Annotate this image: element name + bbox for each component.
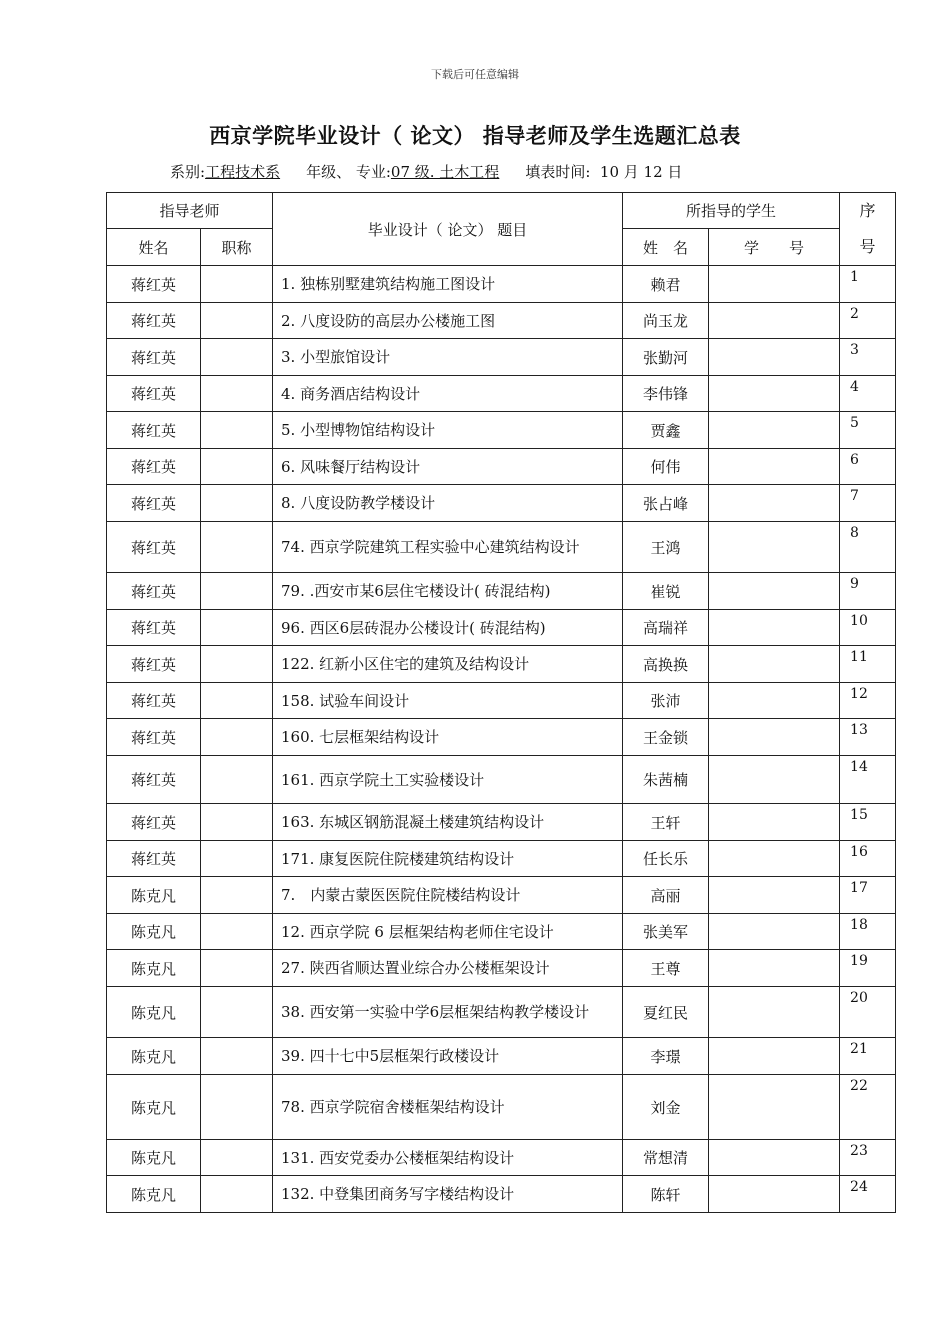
topic-cell: 7. 内蒙古蒙医医院住院楼结构设计	[273, 877, 623, 914]
seq-cell: 10	[840, 610, 896, 646]
student-id-cell	[709, 610, 840, 646]
header-seq-top: 序	[859, 201, 876, 220]
student-name-cell: 刘金	[623, 1075, 709, 1140]
student-id-cell	[709, 1075, 840, 1140]
advisor-title-cell	[201, 266, 273, 303]
table-row	[107, 522, 896, 573]
topic-cell: 12. 西京学院 6 层框架结构老师住宅设计	[273, 914, 623, 950]
student-name-cell: 朱茜楠	[623, 756, 709, 804]
advisor-title-cell	[201, 804, 273, 841]
advisor-name-cell: 蒋红英	[107, 376, 201, 412]
topic-cell: 1. 独栋别墅建筑结构施工图设计	[273, 266, 623, 303]
seq-cell: 16	[840, 841, 896, 877]
advisor-name-cell: 陈克凡	[107, 950, 201, 987]
advisor-name-cell: 蒋红英	[107, 610, 201, 646]
topic-cell: 27. 陕西省顺达置业综合办公楼框架设计	[273, 950, 623, 987]
header-students: 所指导的学生	[623, 193, 840, 229]
table-row	[107, 914, 896, 950]
student-name-cell: 赖君	[623, 266, 709, 303]
seq-cell: 12	[840, 683, 896, 719]
topic-cell: 171. 康复医院住院楼建筑结构设计	[273, 841, 623, 877]
advisor-name-cell: 蒋红英	[107, 646, 201, 683]
advisor-title-cell	[201, 522, 273, 573]
topic-cell: 2. 八度设防的高层办公楼施工图	[273, 303, 623, 339]
top-note: 下载后可任意编辑	[431, 68, 519, 81]
table-row	[107, 877, 896, 914]
student-id-cell	[709, 266, 840, 303]
seq-cell: 7	[840, 485, 896, 522]
header-seq-bottom: 号	[859, 237, 876, 256]
student-name-cell: 高换换	[623, 646, 709, 683]
table-row	[107, 339, 896, 376]
seq-cell: 8	[840, 522, 896, 573]
student-name-cell: 李璟	[623, 1038, 709, 1075]
advisor-name-cell: 蒋红英	[107, 303, 201, 339]
student-id-cell	[709, 412, 840, 449]
seq-cell: 9	[840, 573, 896, 610]
topic-cell: 79. .西安市某6层住宅楼设计( 砖混结构)	[273, 573, 623, 610]
dept-value: 工程技术系	[205, 163, 281, 181]
header-row-1	[107, 193, 896, 229]
header-advisor: 指导老师	[107, 193, 273, 229]
student-id-cell	[709, 683, 840, 719]
table-row	[107, 376, 896, 412]
topic-cell: 38. 西安第一实验中学6层框架结构教学楼设计	[273, 987, 623, 1038]
student-name-cell: 崔锐	[623, 573, 709, 610]
student-id-cell	[709, 719, 840, 756]
student-name-cell: 任长乐	[623, 841, 709, 877]
table-row	[107, 303, 896, 339]
advisor-name-cell: 蒋红英	[107, 756, 201, 804]
page-title: 西京学院毕业设计（ 论文） 指导老师及学生选题汇总表	[209, 124, 741, 148]
advisor-title-cell	[201, 646, 273, 683]
topic-cell: 132. 中登集团商务写字楼结构设计	[273, 1176, 623, 1213]
table-row	[107, 683, 896, 719]
advisor-name-cell: 蒋红英	[107, 412, 201, 449]
advisor-name-cell: 蒋红英	[107, 841, 201, 877]
topic-cell: 158. 试验车间设计	[273, 683, 623, 719]
table-row	[107, 449, 896, 485]
advisor-name-cell: 蒋红英	[107, 449, 201, 485]
dept-label: 系别:	[170, 163, 206, 181]
student-name-cell: 王金锁	[623, 719, 709, 756]
advisor-title-cell	[201, 376, 273, 412]
topic-cell: 122. 红新小区住宅的建筑及结构设计	[273, 646, 623, 683]
seq-cell: 18	[840, 914, 896, 950]
advisor-title-cell	[201, 412, 273, 449]
header-seq	[840, 193, 896, 266]
seq-cell: 22	[840, 1075, 896, 1140]
table-row	[107, 950, 896, 987]
advisor-name-cell: 蒋红英	[107, 266, 201, 303]
seq-cell: 5	[840, 412, 896, 449]
student-id-cell	[709, 877, 840, 914]
advisor-name-cell: 蒋红英	[107, 573, 201, 610]
student-id-cell	[709, 646, 840, 683]
summary-table	[106, 192, 896, 1213]
advisor-title-cell	[201, 987, 273, 1038]
advisor-title-cell	[201, 573, 273, 610]
advisor-title-cell	[201, 485, 273, 522]
student-id-cell	[709, 756, 840, 804]
header-job-title: 职称	[201, 229, 273, 266]
table-row	[107, 610, 896, 646]
seq-cell: 2	[840, 303, 896, 339]
topic-cell: 78. 西京学院宿舍楼框架结构设计	[273, 1075, 623, 1140]
student-id-cell	[709, 804, 840, 841]
advisor-name-cell: 陈克凡	[107, 1176, 201, 1213]
date-label: 填表时间:	[525, 163, 591, 181]
seq-cell: 4	[840, 376, 896, 412]
table-row	[107, 646, 896, 683]
advisor-title-cell	[201, 841, 273, 877]
seq-cell: 3	[840, 339, 896, 376]
seq-cell: 20	[840, 987, 896, 1038]
header-name: 姓名	[107, 229, 201, 266]
advisor-name-cell: 陈克凡	[107, 1075, 201, 1140]
table-row	[107, 573, 896, 610]
seq-cell: 6	[840, 449, 896, 485]
table-body	[107, 266, 896, 1213]
student-name-cell: 贾鑫	[623, 412, 709, 449]
table-row	[107, 266, 896, 303]
student-id-cell	[709, 303, 840, 339]
student-id-cell	[709, 987, 840, 1038]
student-name-cell: 何伟	[623, 449, 709, 485]
table-row	[107, 1038, 896, 1075]
student-name-cell: 常想清	[623, 1140, 709, 1176]
table-row	[107, 841, 896, 877]
advisor-title-cell	[201, 610, 273, 646]
topic-cell: 131. 西安党委办公楼框架结构设计	[273, 1140, 623, 1176]
seq-cell: 13	[840, 719, 896, 756]
seq-cell: 19	[840, 950, 896, 987]
topic-cell: 74. 西京学院建筑工程实验中心建筑结构设计	[273, 522, 623, 573]
advisor-name-cell: 蒋红英	[107, 719, 201, 756]
topic-cell: 160. 七层框架结构设计	[273, 719, 623, 756]
advisor-name-cell: 蒋红英	[107, 683, 201, 719]
topic-cell: 161. 西京学院土工实验楼设计	[273, 756, 623, 804]
advisor-title-cell	[201, 303, 273, 339]
seq-cell: 11	[840, 646, 896, 683]
advisor-title-cell	[201, 683, 273, 719]
advisor-title-cell	[201, 756, 273, 804]
student-id-cell	[709, 914, 840, 950]
topic-cell: 4. 商务酒店结构设计	[273, 376, 623, 412]
advisor-title-cell	[201, 1038, 273, 1075]
header-topic: 毕业设计（ 论文） 题目	[273, 193, 623, 266]
advisor-name-cell: 陈克凡	[107, 877, 201, 914]
advisor-name-cell: 蒋红英	[107, 339, 201, 376]
topic-cell: 5. 小型博物馆结构设计	[273, 412, 623, 449]
table-row	[107, 412, 896, 449]
advisor-name-cell: 陈克凡	[107, 987, 201, 1038]
student-id-cell	[709, 485, 840, 522]
student-name-cell: 王鸿	[623, 522, 709, 573]
topic-cell: 39. 四十七中5层框架行政楼设计	[273, 1038, 623, 1075]
topic-cell: 96. 西区6层砖混办公楼设计( 砖混结构)	[273, 610, 623, 646]
topic-cell: 8. 八度设防教学楼设计	[273, 485, 623, 522]
student-name-cell: 张占峰	[623, 485, 709, 522]
topic-cell: 6. 风味餐厅结构设计	[273, 449, 623, 485]
advisor-title-cell	[201, 719, 273, 756]
student-name-cell: 陈轩	[623, 1176, 709, 1213]
student-id-cell	[709, 522, 840, 573]
seq-cell: 17	[840, 877, 896, 914]
student-id-cell	[709, 841, 840, 877]
table-row	[107, 719, 896, 756]
grade-value: 07 级. 土木工程	[390, 163, 500, 181]
header-student-id: 学 号	[709, 229, 840, 266]
seq-cell: 21	[840, 1038, 896, 1075]
advisor-title-cell	[201, 950, 273, 987]
topic-cell: 163. 东城区钢筋混凝土楼建筑结构设计	[273, 804, 623, 841]
student-name-cell: 高丽	[623, 877, 709, 914]
student-id-cell	[709, 339, 840, 376]
grade-label: 年级、 专业:	[306, 163, 391, 181]
student-name-cell: 尚玉龙	[623, 303, 709, 339]
table-row	[107, 987, 896, 1038]
student-name-cell: 张勤河	[623, 339, 709, 376]
table-row	[107, 1140, 896, 1176]
advisor-name-cell: 陈克凡	[107, 914, 201, 950]
seq-cell: 14	[840, 756, 896, 804]
student-id-cell	[709, 1140, 840, 1176]
student-id-cell	[709, 950, 840, 987]
advisor-title-cell	[201, 449, 273, 485]
seq-cell: 23	[840, 1140, 896, 1176]
advisor-name-cell: 陈克凡	[107, 1038, 201, 1075]
advisor-title-cell	[201, 1176, 273, 1213]
student-id-cell	[709, 1038, 840, 1075]
topic-cell: 3. 小型旅馆设计	[273, 339, 623, 376]
advisor-title-cell	[201, 877, 273, 914]
student-name-cell: 王尊	[623, 950, 709, 987]
meta-line	[170, 161, 682, 182]
seq-cell: 1	[840, 266, 896, 303]
table-row	[107, 1176, 896, 1213]
student-id-cell	[709, 573, 840, 610]
student-name-cell: 高瑞祥	[623, 610, 709, 646]
table-row	[107, 485, 896, 522]
student-name-cell: 张沛	[623, 683, 709, 719]
advisor-title-cell	[201, 339, 273, 376]
student-name-cell: 李伟锋	[623, 376, 709, 412]
student-id-cell	[709, 449, 840, 485]
seq-cell: 15	[840, 804, 896, 841]
student-id-cell	[709, 376, 840, 412]
advisor-title-cell	[201, 1075, 273, 1140]
table-row	[107, 804, 896, 841]
advisor-name-cell: 陈克凡	[107, 1140, 201, 1176]
seq-cell: 24	[840, 1176, 896, 1213]
student-name-cell: 夏红民	[623, 987, 709, 1038]
table-row	[107, 1075, 896, 1140]
table-row	[107, 756, 896, 804]
advisor-name-cell: 蒋红英	[107, 804, 201, 841]
student-name-cell: 张美军	[623, 914, 709, 950]
date-value: 10 月 12 日	[599, 163, 683, 181]
advisor-title-cell	[201, 914, 273, 950]
advisor-name-cell: 蒋红英	[107, 522, 201, 573]
advisor-name-cell: 蒋红英	[107, 485, 201, 522]
header-student-name: 姓 名	[623, 229, 709, 266]
student-name-cell: 王轩	[623, 804, 709, 841]
advisor-title-cell	[201, 1140, 273, 1176]
student-id-cell	[709, 1176, 840, 1213]
